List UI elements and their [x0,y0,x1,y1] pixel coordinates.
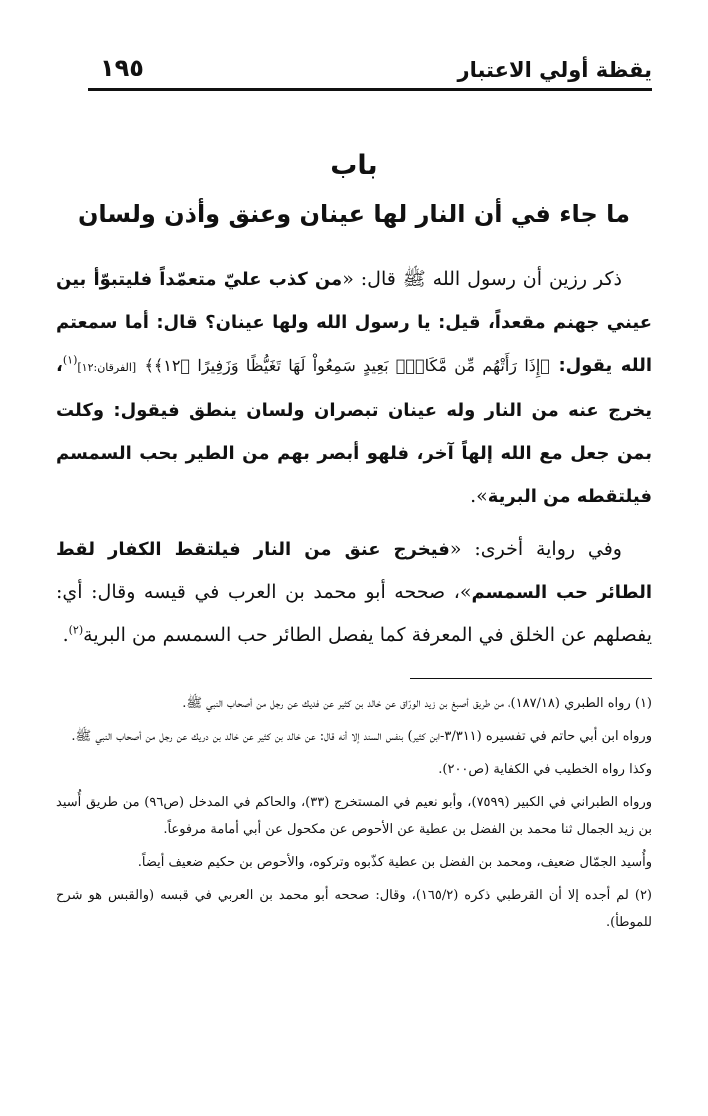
running-header [88,52,652,88]
footnote-1-cont-a: ورواه ابن أبي حاتم في تفسيره (٣/٣١١-ابن كثير) بنفس السند إلا أنه قال: عن خالد بن كثير عن خالد بن دريك عن رجل من أصحاب النبي ﷺ. [71,729,652,744]
footnote-ref-1[interactable]: (١) [62,353,78,367]
chapter-label: باب [330,150,378,181]
p1-intro: ذكر رزين أن رسول الله ﷺ قال: « [342,268,622,290]
header-rule [88,88,652,91]
footnote-1: (١) رواه الطبري (١٨٧/١٨)، من طريق أصبغ بن زيد الورّاق عن خالد بن كثير عن فديك عن رجل من أصحاب النبي ﷺ. [182,696,652,711]
p2-rest: »، صححه أبو محمد بن العرب في قيسه وقال: أي: يفصلهم عن الخلق في المعرفة كما يفصل الطائر حب السمسم من البرية [56,581,652,646]
footnote-ref-2[interactable]: (٢) [68,623,84,637]
verse-reference: [الفرقان:١٢] [77,361,137,374]
footnote-separator [410,678,652,679]
p1-hadith-part2: ، يخرج عنه من النار وله عينان تبصران ولسان ينطق فيقول: وكلت بمن جعل مع الله إلهاً آخر، فلهو أبصر بهم من الطير بحب السمسم فيلتقطه من البرية [56,355,652,507]
footnote-1-cont-b: وكذا رواه الخطيب في الكفاية (ص٢٠٠). [438,762,652,777]
footnote-2: (٢) لم أجده إلا أن القرطبي ذكره (١٦٥/٢)، وقال: صححه أبو محمد بن العربي في قبسه (والقبس هو شرح للموطأ). [56,888,652,930]
paragraph-2 [56,528,652,656]
footnotes [56,690,652,942]
quran-verse: ﴿إِذَا رَأَتْهُم مِّن مَّكَانٍۭ بَعِيدٍ سَمِعُواْ لَهَا تَغَيُّظًا وَزَفِيرًا ﴿١٢﴾﴾ [144,356,550,375]
page-number: ١٩٥ [100,54,144,82]
p2-intro: وفي رواية أخرى: « [449,538,622,560]
p2-hadith: فيخرج عنق من النار فيلتقط الكفار لقط الطائر حب السمسم [56,539,652,603]
footnote-1-cont-d: وأُسيد الجمّال ضعيف، ومحمد بن الفضل بن عطية كذّبوه وتركوه، والأحوص بن حكيم ضعيف أيضاً. [137,855,652,870]
chapter-title: ما جاء في أن النار لها عينان وعنق وأذن ولسان [77,200,631,228]
p1-close: ». [470,485,488,507]
paragraph-1 [56,258,652,518]
p1-hadith-part1: من كذب عليّ متعمّداً فليتبوّأ بين عيني جهنم مقعداً، قيل: يا رسول الله ولها عينان؟ قال: أما سمعتم الله يقول: [56,269,653,376]
footnote-1-cont-c: ورواه الطبراني في الكبير (٧٥٩٩)، وأبو نعيم في المستخرج (٣٣)، والحاكم في المدخل (ص٩٦) من طريق أُسيد بن زيد الجمال ثنا محمد بن الفضل بن عطية عن الأحوص عن مكحول عن أبي أمامة مرفوعاً. [56,795,652,837]
main-text [56,258,652,656]
book-title: يقظة أولي الاعتبار [457,58,652,82]
p2-close: . [62,624,69,646]
